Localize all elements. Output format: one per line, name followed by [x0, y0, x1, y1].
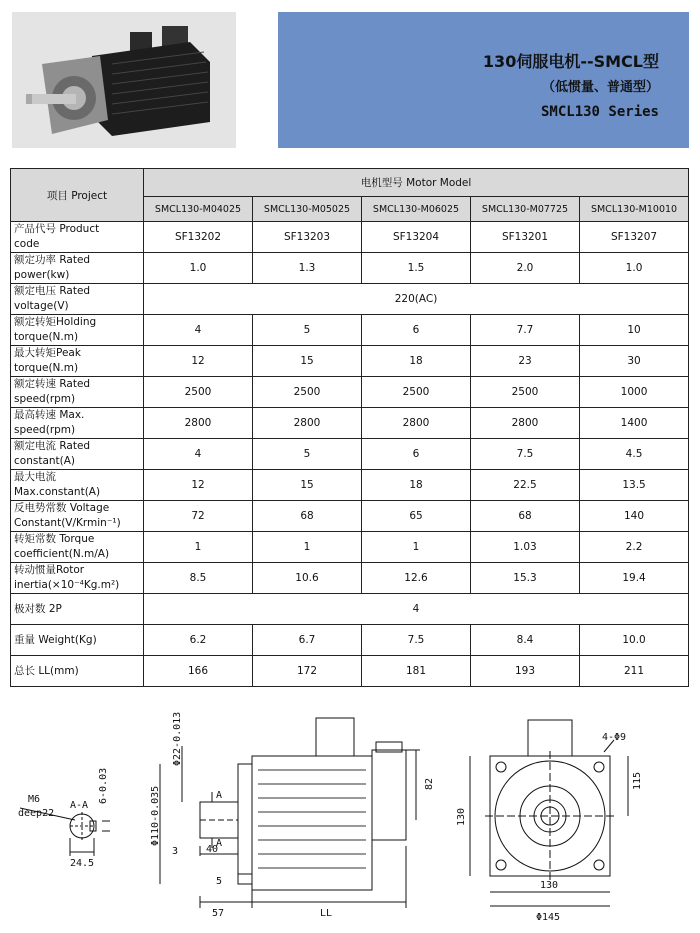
value-cell-merged: 4	[144, 594, 689, 625]
row-label	[11, 656, 144, 687]
table-row	[11, 315, 689, 346]
label-section: A-A	[70, 800, 89, 811]
row-label-line1: 额定转矩Holding	[14, 316, 97, 328]
value-cell: 2800	[144, 408, 253, 439]
table-row	[11, 563, 689, 594]
value-cell: 22.5	[471, 470, 580, 501]
label-57: 57	[212, 908, 225, 919]
row-label-line1: 额定功率 Rated	[14, 254, 91, 266]
table-row	[11, 408, 689, 439]
value-cell: 7.5	[362, 625, 471, 656]
value-cell: 2500	[471, 377, 580, 408]
dimension-drawing	[0, 706, 700, 933]
value-cell: 2800	[253, 408, 362, 439]
row-label-line1: 总长 LL(mm)	[14, 664, 79, 677]
value-cell: 15	[253, 470, 362, 501]
value-cell: 5	[253, 439, 362, 470]
value-cell: 72	[144, 501, 253, 532]
value-cell: 172	[253, 656, 362, 687]
value-cell: 1400	[580, 408, 689, 439]
value-cell: 5	[253, 315, 362, 346]
row-label-line1: 额定电压 Rated	[14, 285, 91, 297]
value-cell: 68	[253, 501, 362, 532]
row-label-line1: 最大转矩Peak	[14, 347, 81, 359]
value-cell: 1.0	[144, 253, 253, 284]
value-cell: 10.0	[580, 625, 689, 656]
table-row	[11, 346, 689, 377]
row-label-line1: 额定电流 Rated	[14, 440, 91, 452]
value-cell: 6.2	[144, 625, 253, 656]
row-label	[11, 222, 144, 253]
value-cell: SF13207	[580, 222, 689, 253]
row-label-line2: Max.constant(A)	[14, 486, 101, 498]
value-cell: 140	[580, 501, 689, 532]
value-cell: 8.4	[471, 625, 580, 656]
row-label-line1: 重量 Weight(Kg)	[14, 633, 97, 646]
table-row	[11, 532, 689, 563]
model-cell: SMCL130-M07725	[471, 197, 580, 222]
model-cell: SMCL130-M06025	[362, 197, 471, 222]
value-cell: 65	[362, 501, 471, 532]
row-label-line2: constant(A)	[14, 455, 76, 467]
row-label-line2: torque(N.m)	[14, 331, 79, 343]
model-cell: SMCL130-M10010	[580, 197, 689, 222]
value-cell: 19.4	[580, 563, 689, 594]
value-cell: 30	[580, 346, 689, 377]
row-label	[11, 470, 144, 501]
value-cell: 2500	[253, 377, 362, 408]
value-cell: 8.5	[144, 563, 253, 594]
value-cell: 2.0	[471, 253, 580, 284]
value-cell-merged: 220(AC)	[144, 284, 689, 315]
label-dia22: Φ22-0.013	[172, 711, 183, 766]
value-cell: 15	[253, 346, 362, 377]
row-label-line1: 反电势常数 Voltage	[14, 502, 110, 514]
label-m6: M6	[28, 794, 41, 805]
value-cell: 10.6	[253, 563, 362, 594]
row-label-line2: speed(rpm)	[14, 424, 76, 436]
row-label-line1: 极对数 2P	[14, 602, 62, 615]
spec-table	[10, 168, 689, 687]
row-label	[11, 284, 144, 315]
row-label	[11, 346, 144, 377]
value-cell: 7.5	[471, 439, 580, 470]
row-label-line1: 最高转速 Max.	[14, 409, 85, 421]
row-label-line1: 产品代号 Product	[14, 223, 100, 235]
label-dia145: Φ145	[536, 912, 561, 923]
value-cell: 211	[580, 656, 689, 687]
table-row	[11, 594, 689, 625]
row-label	[11, 625, 144, 656]
value-cell: 23	[471, 346, 580, 377]
servo-motor-image	[12, 12, 236, 148]
label-130-horizontal: 130	[540, 880, 559, 891]
row-label-line1: 额定转速 Rated	[14, 378, 91, 390]
model-cell: SMCL130-M05025	[253, 197, 362, 222]
label-115: 115	[632, 771, 643, 790]
row-label	[11, 501, 144, 532]
row-label	[11, 563, 144, 594]
table-row	[11, 439, 689, 470]
row-label-line1: 最大电流	[14, 471, 56, 483]
row-label-line1: 转矩常数 Torque	[14, 533, 95, 545]
project-header: 项目 Project	[11, 169, 144, 222]
value-cell: 166	[144, 656, 253, 687]
label-5: 5	[216, 876, 223, 887]
row-label-line2: power(kw)	[14, 269, 70, 281]
value-cell: 1.0	[580, 253, 689, 284]
row-label-line1: 转动惯量Rotor	[14, 564, 85, 576]
label-deep: deep22	[18, 808, 55, 819]
table-row	[11, 284, 689, 315]
value-cell: 1	[144, 532, 253, 563]
value-cell: 18	[362, 470, 471, 501]
row-label	[11, 315, 144, 346]
model-cell: SMCL130-M04025	[144, 197, 253, 222]
value-cell: 6	[362, 315, 471, 346]
row-label-line2: code	[14, 238, 40, 250]
row-label	[11, 532, 144, 563]
row-label	[11, 594, 144, 625]
row-label	[11, 253, 144, 284]
value-cell: 7.7	[471, 315, 580, 346]
row-label-line2: Constant(V/Krmin⁻¹)	[14, 517, 121, 529]
page-subtitle: （低惯量、普通型）	[541, 80, 659, 95]
label-130-vertical: 130	[456, 807, 467, 826]
label-a-top: A	[216, 790, 223, 801]
value-cell: 12	[144, 346, 253, 377]
value-cell: 1.3	[253, 253, 362, 284]
label-40: 40	[206, 844, 219, 855]
row-label-line2: inertia(×10⁻⁴Kg.m²)	[14, 579, 120, 591]
table-header-row	[11, 169, 689, 197]
value-cell: 1.5	[362, 253, 471, 284]
value-cell: 181	[362, 656, 471, 687]
row-label	[11, 408, 144, 439]
value-cell: 12	[144, 470, 253, 501]
value-cell: 1.03	[471, 532, 580, 563]
value-cell: 4.5	[580, 439, 689, 470]
value-cell: 1	[362, 532, 471, 563]
table-row	[11, 253, 689, 284]
table-row	[11, 501, 689, 532]
table-row	[11, 377, 689, 408]
page-title: 130伺服电机--SMCL型	[482, 52, 659, 71]
value-cell: 1	[253, 532, 362, 563]
label-a-bot: A	[216, 838, 223, 849]
row-label-line2: speed(rpm)	[14, 393, 76, 405]
value-cell: 18	[362, 346, 471, 377]
value-cell: 4	[144, 439, 253, 470]
label-dia110: Φ110-0.035	[150, 785, 161, 846]
label-3: 3	[172, 846, 179, 857]
value-cell: 1000	[580, 377, 689, 408]
table-row	[11, 222, 689, 253]
value-cell: 2.2	[580, 532, 689, 563]
label-holes: 4-Φ9	[602, 732, 627, 743]
row-label	[11, 377, 144, 408]
value-cell: 13.5	[580, 470, 689, 501]
series-name: SMCL130 Series	[540, 104, 659, 120]
value-cell: 6.7	[253, 625, 362, 656]
value-cell: 2800	[362, 408, 471, 439]
row-label	[11, 439, 144, 470]
row-label-line2: voltage(V)	[14, 300, 69, 312]
label-ll: LL	[320, 908, 333, 919]
label-82: 82	[424, 777, 435, 790]
value-cell: 4	[144, 315, 253, 346]
title-banner	[278, 12, 689, 148]
row-label-line2: coefficient(N.m/A)	[14, 548, 110, 560]
value-cell: 193	[471, 656, 580, 687]
dimension-drawing-svg	[0, 706, 700, 933]
table-row	[11, 656, 689, 687]
value-cell: 6	[362, 439, 471, 470]
label-key-tol: 6-0.03	[98, 767, 109, 804]
value-cell: SF13202	[144, 222, 253, 253]
row-label-line2: torque(N.m)	[14, 362, 79, 374]
value-cell: SF13203	[253, 222, 362, 253]
value-cell: SF13201	[471, 222, 580, 253]
motor-photo	[12, 12, 236, 148]
value-cell: 10	[580, 315, 689, 346]
value-cell: 2500	[144, 377, 253, 408]
table-row	[11, 470, 689, 501]
table-row	[11, 625, 689, 656]
model-header: 电机型号 Motor Model	[144, 169, 689, 197]
value-cell: 68	[471, 501, 580, 532]
value-cell: 15.3	[471, 563, 580, 594]
value-cell: 2500	[362, 377, 471, 408]
label-24-5: 24.5	[70, 858, 95, 869]
value-cell: 12.6	[362, 563, 471, 594]
value-cell: SF13204	[362, 222, 471, 253]
value-cell: 2800	[471, 408, 580, 439]
